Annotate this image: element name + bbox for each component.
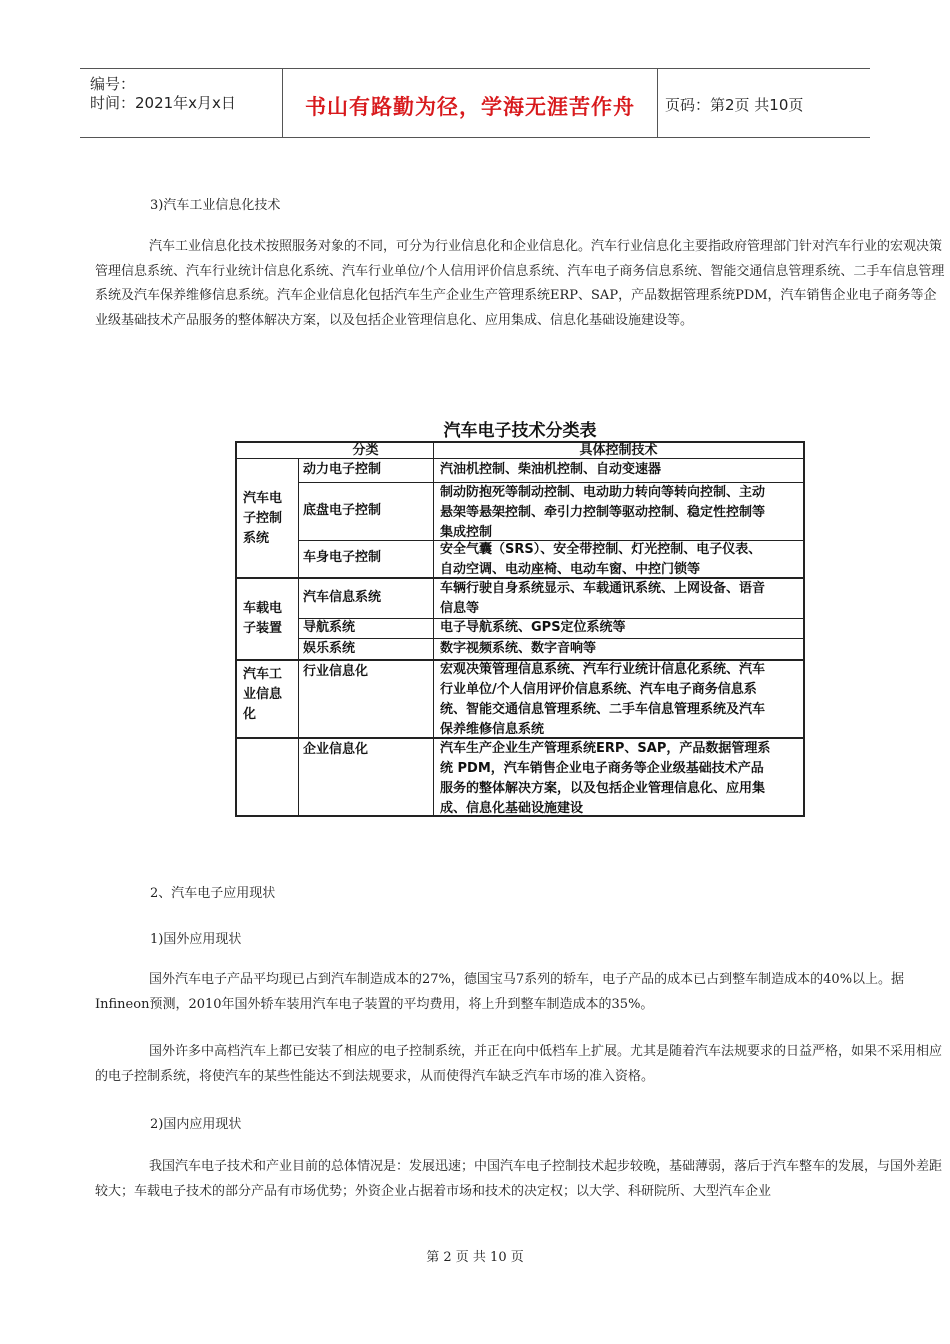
table-header-detail: 具体控制技术: [579, 443, 658, 458]
page-footer: 第 2 页 共 10 页: [426, 1250, 524, 1265]
document-time-label: 时间：2021年x月x日: [90, 94, 236, 112]
table-title: 汽车电子技术分类表: [443, 421, 597, 441]
section-heading: 2)国内应用现状: [150, 1117, 242, 1132]
section-heading: 2、汽车电子应用现状: [150, 886, 276, 901]
table-row-detail: 汽油机控制、柴油机控制、自动变速器: [440, 462, 662, 477]
paragraph: 汽车工业信息化技术按照服务对象的不同，可分为行业信息化和企业信息化。汽车行业信息化主要指政府管理部门针对汽车行业的宏观决策管理信息系统、汽车行业统计信息化系统、汽车行业单位/个人信用评价信息系统、汽车电子商务信息系统、智能交通信息管理系统、二手车信息管理系统及汽车保养维修信息系统。汽车企业信息化包括汽车生产企业生产管理系统ERP、SAP，产品数据管理系统PDM，汽车销售企业电子商务等企业级基础技术产品服务的整体解决方案，以及包括企业管理信息化、应用集成、信息化基础设施建设等。: [95, 239, 945, 328]
table-row-sub: 车身电子控制: [303, 550, 382, 565]
table-row-detail: 电子导航系统、GPS定位系统等: [440, 620, 626, 635]
table-row-sub: 导航系统: [303, 620, 356, 635]
table-group-label: 汽车电 子控制 系统: [243, 491, 283, 546]
table-row-sub: 底盘电子控制: [303, 503, 382, 518]
header-page-info: 页码：第2页 共10页: [665, 96, 804, 114]
section-heading: 1)国外应用现状: [150, 932, 242, 947]
document-number-label: 编号：: [90, 75, 136, 93]
paragraph: 国外许多中高档汽车上都已安装了相应的电子控制系统，并正在向中低档车上扩展。尤其是随着汽车法规要求的日益严格，如果不采用相应的电子控制系统，将使汽车的某些性能达不到法规要求，从而使得汽车缺乏汽车市场的准入资格。: [95, 1044, 943, 1084]
table-group-label: 车载电 子装置: [243, 601, 283, 636]
table-row-sub: 行业信息化: [303, 664, 369, 679]
table-row-detail: 制动防抱死等制动控制、电动助力转向等转向控制、主动 悬架等悬架控制、牵引力控制等驱动控制、稳定性控制等 集成控制: [440, 485, 766, 540]
paragraph: 国外汽车电子产品平均现已占到汽车制造成本的27%，德国宝马7系列的轿车，电子产品的成本已占到整车制造成本的40%以上。据Infineon预测，2010年国外轿车装用汽车电子装置的平均费用，将上升到整车制造成本的35%。: [95, 972, 905, 1012]
table-row-sub: 动力电子控制: [303, 462, 382, 477]
table-row-detail: 数字视频系统、数字音响等: [440, 641, 597, 656]
section-heading: 3)汽车工业信息化技术: [150, 198, 281, 213]
table-row-detail: 车辆行驶自身系统显示、车载通讯系统、上网设备、语音 信息等: [440, 581, 766, 616]
header-meta-cell: [80, 69, 283, 137]
header-motto: 书山有路勤为径，学海无涯苦作舟: [305, 95, 635, 119]
header-motto-cell: [283, 69, 658, 137]
table-row-detail: 宏观决策管理信息系统、汽车行业统计信息化系统、汽车 行业单位/个人信用评价信息系统、汽车电子商务信息系 统、智能交通信息管理系统、二手车信息管理系统及汽车 保养维修信息系统: [440, 662, 766, 737]
table-header-category: 分类: [352, 443, 379, 458]
table-row-sub: 汽车信息系统: [303, 590, 382, 605]
table-row-sub: 娱乐系统: [303, 641, 356, 656]
table-row-detail: 安全气囊（SRS）、安全带控制、灯光控制、电子仪表、 自动空调、电动座椅、电动车窗、中控门锁等: [440, 542, 762, 577]
table-group-label: 汽车工 业信息 化: [243, 667, 283, 722]
table-row-detail: 汽车生产企业生产管理系统ERP、SAP，产品数据管理系 统 PDM，汽车销售企业电子商务等企业级基础技术产品 服务的整体解决方案，以及包括企业管理信息化、应用集 成、信息化基础设施建设: [440, 741, 771, 816]
header-page-cell: [658, 69, 870, 137]
paragraph: 我国汽车电子技术和产业目前的总体情况是：发展迅速；中国汽车电子控制技术起步较晚，基础薄弱，落后于汽车整车的发展，与国外差距较大；车载电子技术的部分产品有市场优势；外资企业占据着市场和技术的决定权；以大学、科研院所、大型汽车企业: [95, 1159, 943, 1199]
classification-table: [235, 441, 805, 816]
table-row-sub: 企业信息化: [303, 742, 369, 757]
page-header: [80, 68, 870, 138]
